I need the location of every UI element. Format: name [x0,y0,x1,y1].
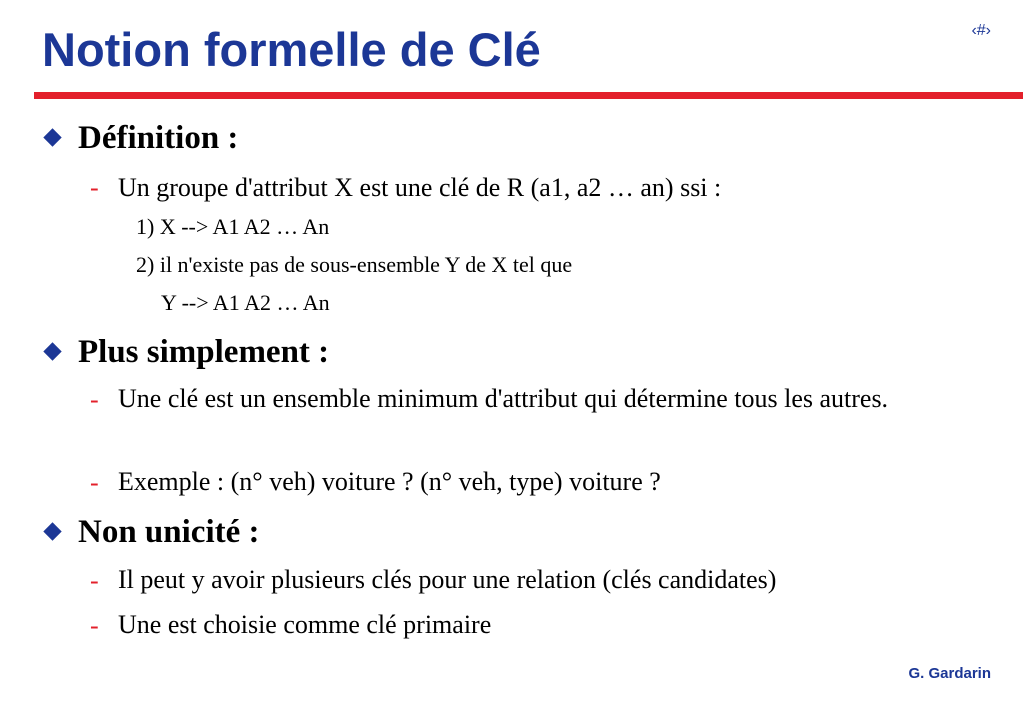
dash-bullet-icon: - [90,611,99,640]
footer-author: G. Gardarin [908,665,991,682]
title-divider [34,92,1023,99]
definition-condition-2-detail: Y --> A1 A2 … An [161,290,330,315]
definition-condition-1: 1) X --> A1 A2 … An [136,214,330,239]
simple-definition: Une clé est un ensemble minimum d'attribut qui détermine tous les autres. [118,384,889,413]
definition-statement: Un groupe d'attribut X est une clé de R (a1, a2 … an) ssi : [118,173,722,202]
dash-bullet-icon: - [90,385,99,414]
dash-bullet-icon: - [90,173,99,202]
dash-bullet-icon: - [90,566,99,595]
section-heading-simplement: Plus simplement : [78,334,330,370]
section-heading-definition: Définition : [78,120,239,156]
primary-key-line: Une est choisie comme clé primaire [118,610,492,639]
section-heading-non-unicite: Non unicité : [78,514,260,550]
slide-title: Notion formelle de Clé [42,23,541,76]
page-number-marker: ‹#› [971,22,991,39]
definition-condition-2: 2) il n'existe pas de sous-ensemble Y de X tel que [136,252,573,277]
example-line: Exemple : (n° veh) voiture ? (n° veh, type) voiture ? [118,467,661,496]
dash-bullet-icon: - [90,468,99,497]
candidate-keys-line: Il peut y avoir plusieurs clés pour une relation (clés candidates) [118,565,777,594]
